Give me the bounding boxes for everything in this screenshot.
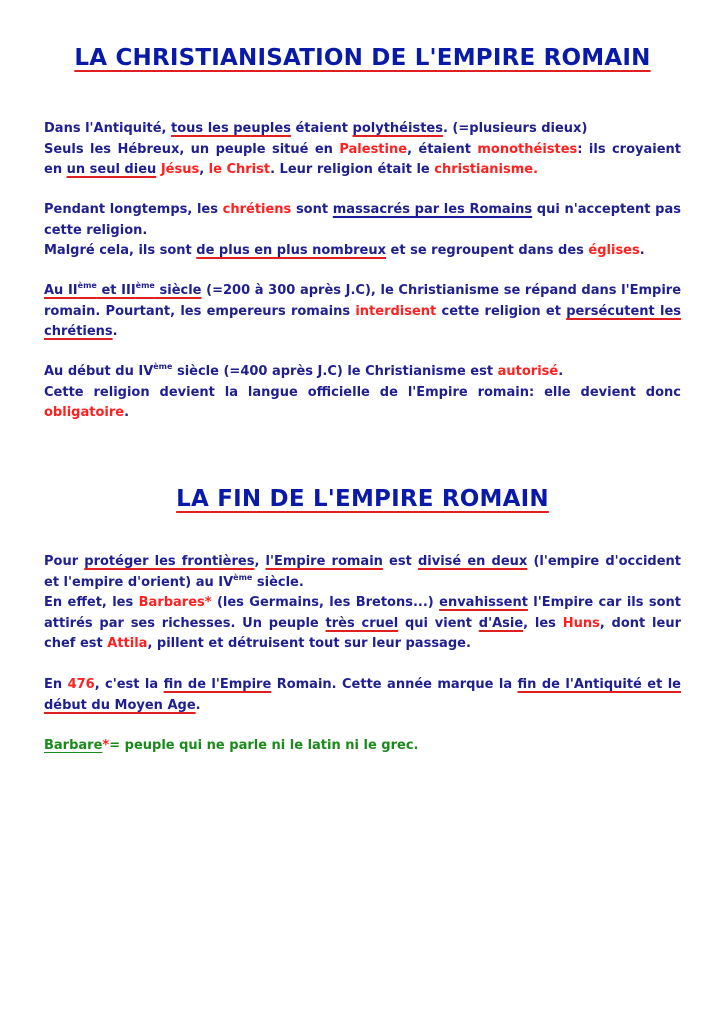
paragraph-polytheism: [44, 119, 681, 181]
paragraph-fourth-century: [44, 362, 681, 424]
paragraph-second-century: [44, 281, 681, 343]
asterisk: *: [102, 738, 110, 753]
text: ,: [254, 554, 266, 569]
superscript: ème: [135, 281, 155, 290]
text: siècle: [154, 283, 202, 298]
paragraph-476: [44, 675, 681, 716]
highlight-text: obligatoire: [44, 405, 125, 421]
text: et se regroupent dans des: [386, 243, 589, 259]
underlined-text: envahissent: [439, 595, 528, 611]
highlight-text: christianisme.: [434, 162, 539, 178]
text: Romain. Cette année marque la: [271, 677, 518, 692]
underlined-text: divisé en deux: [417, 554, 528, 569]
text: .: [112, 324, 118, 340]
text: siècle (=400 après J.C) le Christianisme est: [172, 364, 498, 379]
text: est: [382, 554, 418, 569]
highlight-text: Huns: [562, 615, 600, 631]
text: siècle.: [252, 574, 304, 590]
text: Au début du IV: [44, 364, 154, 379]
text: Pendant longtemps, les: [44, 202, 223, 217]
underlined-text: persécutent les chrétiens: [44, 303, 681, 340]
text: sont: [291, 202, 333, 217]
highlight-text: Jésus: [160, 162, 200, 178]
highlight-text: églises: [588, 243, 640, 259]
paragraph-division: [44, 552, 681, 655]
highlight-text: Attila: [107, 636, 148, 652]
text: , dont leur chef est: [44, 615, 681, 652]
section-title-christianisation: [0, 45, 725, 71]
underlined-text: massacrés par les Romains: [332, 202, 533, 217]
text: (les Germains, les Bretons...): [211, 595, 440, 611]
highlight-text: autorisé: [497, 364, 559, 379]
text: , les: [523, 615, 563, 631]
underlined-text: [44, 283, 202, 298]
text: cette religion et: [436, 303, 567, 319]
text: , c'est la: [94, 677, 164, 692]
text: Cette religion devient la langue officielle de l'Empire romain: elle devient donc: [44, 384, 681, 400]
highlight-text: chrétiens: [222, 202, 292, 217]
underlined-text: fin de l'Empire: [163, 677, 272, 692]
text: Dans l'Antiquité,: [44, 121, 172, 136]
highlight-text: le Christ: [208, 162, 271, 178]
text: Malgré cela, ils sont: [44, 243, 197, 259]
text: .: [124, 405, 130, 421]
highlight-text: Palestine: [339, 141, 408, 157]
highlight-text: Barbares*: [138, 595, 212, 611]
superscript: ème: [153, 362, 173, 371]
text: Seuls les Hébreux, un peuple situé en: [44, 141, 340, 157]
text: ,: [199, 162, 209, 178]
underlined-text: tous les peuples: [171, 121, 291, 136]
definition-term: Barbare: [44, 738, 103, 753]
underlined-text: très cruel: [325, 615, 399, 631]
text: et III: [96, 283, 136, 298]
text: , pillent et détruisent tout sur leur passage.: [147, 636, 471, 652]
underlined-text: un seul dieu: [66, 162, 157, 178]
underlined-text: de plus en plus nombreux: [196, 243, 386, 259]
text: En: [44, 677, 68, 692]
text: qui vient: [398, 615, 479, 631]
text: Pour: [44, 554, 85, 569]
paragraph-definition-barbare: [44, 736, 681, 757]
paragraph-persecution: [44, 200, 681, 262]
text: (=200 à 300 après J.C), le Christianisme se répand dans l'Empire romain. Pourtant, les empereurs romains: [44, 283, 682, 319]
highlight-text: interdisent: [355, 303, 437, 319]
text: . (=plusieurs dieux): [442, 121, 588, 136]
definition-text: = peuple qui ne parle ni le latin ni le grec.: [109, 738, 419, 753]
text: Au II: [44, 283, 78, 298]
underlined-text: protéger les frontières: [84, 554, 255, 569]
text: : ils croyaient en: [44, 141, 682, 178]
text: étaient: [290, 121, 353, 136]
superscript: ème: [77, 281, 97, 290]
text: , étaient: [407, 141, 478, 157]
highlight-text: 476: [67, 677, 95, 692]
text: .: [195, 697, 201, 713]
text: .: [639, 243, 645, 259]
text: En effet, les: [44, 595, 139, 611]
title-text: LA FIN DE L'EMPIRE ROMAIN: [176, 486, 549, 512]
text: qui n'acceptent pas cette religion.: [44, 202, 681, 238]
underlined-text: l'Empire romain: [265, 554, 383, 569]
underlined-text: polythéistes: [352, 121, 443, 136]
highlight-text: monothéistes: [477, 141, 578, 157]
text: .: [558, 364, 564, 379]
title-text: LA CHRISTIANISATION DE L'EMPIRE ROMAIN: [74, 45, 651, 71]
text: . Leur religion était le: [270, 162, 435, 178]
underlined-text: d'Asie: [478, 615, 524, 631]
text: (l'empire d'occident et l'empire d'orient) au IV: [44, 554, 681, 590]
underlined-text: fin de l'Antiquité et le début du Moyen Age: [44, 677, 681, 713]
superscript: ème: [233, 572, 253, 582]
text: l'Empire car ils sont attirés par ses richesses. Un peuple: [44, 595, 682, 631]
section-title-fin-empire: [0, 486, 725, 512]
